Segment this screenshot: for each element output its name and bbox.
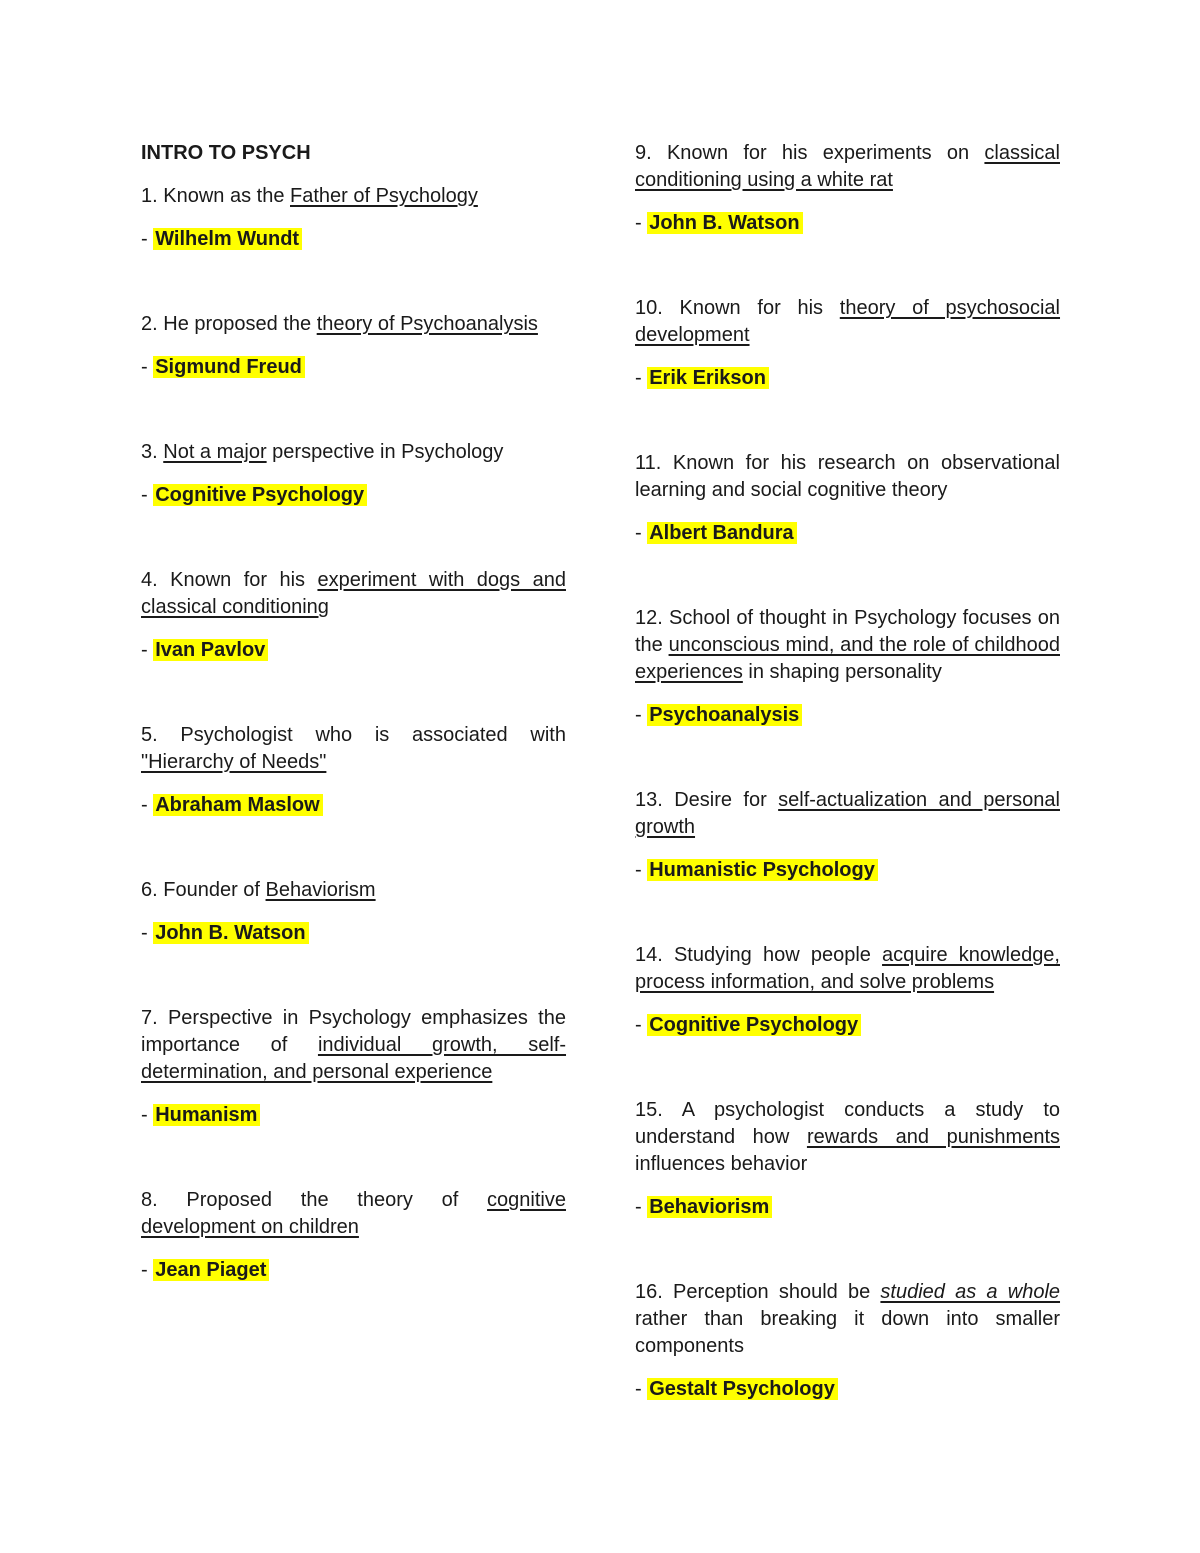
question-number: 6.	[141, 879, 164, 901]
question-number: 15.	[635, 1099, 682, 1121]
question-item	[635, 295, 1060, 392]
answer-dash: -	[141, 922, 154, 944]
question-number: 10.	[635, 297, 680, 319]
answer-line	[141, 920, 566, 947]
answer-dash: -	[635, 1378, 648, 1400]
answer-line	[141, 1257, 566, 1284]
question-prefix: Studying how people	[673, 944, 883, 966]
right-question-list	[635, 140, 1060, 1403]
answer-highlight: Psychoanalysis	[647, 704, 802, 726]
question-prefix: Known as the	[163, 185, 290, 207]
question-key-phrase: Father of Psychology	[290, 185, 478, 207]
answer-dash: -	[635, 1196, 648, 1218]
question-number: 11.	[635, 452, 673, 474]
question-item	[141, 877, 566, 947]
answer-dash: -	[141, 794, 154, 816]
answer-highlight: Gestalt Psychology	[647, 1378, 838, 1400]
question-number: 5.	[141, 724, 181, 746]
answer-highlight: Humanism	[153, 1104, 260, 1126]
question-key-phrase: acquire knowledge, process information, and solve problems	[635, 944, 1060, 993]
answer-line	[635, 857, 1060, 884]
answer-highlight: Humanistic Psychology	[647, 859, 878, 881]
question-key-phrase: theory of psychosocial development	[635, 297, 1061, 346]
question-text	[635, 1097, 1060, 1178]
question-key-phrase: individual growth, self-determination, and personal experience	[141, 1034, 567, 1083]
question-number: 12.	[635, 607, 670, 629]
question-item	[141, 1005, 566, 1129]
question-text	[141, 1005, 566, 1086]
question-number: 2.	[141, 313, 164, 335]
answer-dash: -	[141, 1104, 154, 1126]
question-key-phrase: "Hierarchy of Needs"	[141, 751, 327, 773]
question-key-phrase: studied as a whole	[880, 1281, 1061, 1303]
answer-line	[141, 792, 566, 819]
answer-dash: -	[635, 704, 648, 726]
answer-highlight: Behaviorism	[647, 1196, 772, 1218]
question-number: 8.	[141, 1189, 187, 1211]
question-number: 13.	[635, 789, 675, 811]
question-key-phrase: classical conditioning using a white rat	[635, 142, 1060, 191]
answer-highlight: Albert Bandura	[647, 522, 796, 544]
question-key-phrase: Behaviorism	[265, 879, 376, 901]
question-text	[635, 942, 1060, 996]
answer-dash: -	[635, 522, 648, 544]
question-prefix: School of thought in Psychology focuses on the	[635, 607, 1061, 656]
answer-highlight: Cognitive Psychology	[153, 484, 367, 506]
answer-line	[635, 1194, 1060, 1221]
answer-line	[635, 702, 1060, 729]
question-prefix: A psychologist conducts a study to understand how	[635, 1099, 1060, 1148]
question-text	[141, 567, 566, 621]
question-suffix: perspective in Psychology	[266, 441, 504, 463]
question-item	[635, 140, 1060, 237]
answer-highlight: Ivan Pavlov	[153, 639, 268, 661]
answer-highlight: John B. Watson	[647, 212, 802, 234]
question-number: 1.	[141, 185, 164, 207]
answer-line	[141, 226, 566, 253]
question-text	[635, 1279, 1060, 1360]
question-text	[141, 877, 566, 904]
question-item	[141, 183, 566, 253]
question-item	[141, 311, 566, 381]
question-number: 9.	[635, 142, 667, 164]
question-item	[635, 1279, 1060, 1403]
question-prefix: Psychologist who is associated with	[180, 724, 566, 746]
question-prefix: Proposed the theory of	[186, 1189, 488, 1211]
right-column	[635, 140, 1060, 1461]
answer-line	[635, 1012, 1060, 1039]
answer-line	[141, 637, 566, 664]
question-text	[635, 295, 1060, 349]
answer-line	[141, 1102, 566, 1129]
question-item	[141, 722, 566, 819]
answer-highlight: Jean Piaget	[153, 1259, 269, 1281]
answer-line	[141, 482, 566, 509]
question-item	[141, 439, 566, 509]
question-text	[635, 605, 1060, 686]
answer-dash: -	[141, 484, 154, 506]
answer-line	[635, 520, 1060, 547]
question-text	[141, 1187, 566, 1241]
question-item	[635, 942, 1060, 1039]
answer-dash: -	[141, 228, 154, 250]
question-prefix: Known for his experiments on	[666, 142, 985, 164]
question-key-phrase: Not a major	[163, 441, 267, 463]
question-key-phrase: self-actualization and personal growth	[635, 789, 1060, 838]
question-number: 14.	[635, 944, 674, 966]
answer-dash: -	[141, 356, 154, 378]
document-title: INTRO TO PSYCH	[141, 142, 311, 164]
question-text	[635, 140, 1060, 194]
question-number: 3.	[141, 441, 164, 463]
answer-line	[635, 1376, 1060, 1403]
question-suffix: rather than breaking it down into smaller components	[635, 1308, 1060, 1357]
question-prefix: Perception should be	[673, 1281, 881, 1303]
question-text	[635, 450, 1060, 504]
answer-dash: -	[635, 859, 648, 881]
question-key-phrase: theory of Psychoanalysis	[316, 313, 538, 335]
answer-highlight: Sigmund Freud	[153, 356, 305, 378]
answer-dash: -	[635, 367, 648, 389]
question-suffix: influences behavior	[635, 1153, 808, 1175]
answer-dash: -	[635, 212, 648, 234]
question-item	[635, 605, 1060, 729]
question-prefix: Perspective in Psychology emphasizes the importance of	[141, 1007, 566, 1056]
answer-line	[635, 365, 1060, 392]
question-item	[635, 450, 1060, 547]
question-item	[141, 1187, 566, 1284]
answer-dash: -	[141, 639, 154, 661]
question-item	[635, 1097, 1060, 1221]
answer-highlight: Erik Erikson	[647, 367, 769, 389]
question-number: 4.	[141, 569, 171, 591]
answer-highlight: Wilhelm Wundt	[153, 228, 302, 250]
answer-highlight: John B. Watson	[153, 922, 308, 944]
question-key-phrase: cognitive development on children	[141, 1189, 566, 1238]
question-text	[141, 722, 566, 776]
answer-dash: -	[635, 1014, 648, 1036]
question-suffix: in shaping personality	[742, 661, 942, 683]
answer-highlight: Cognitive Psychology	[647, 1014, 861, 1036]
answer-dash: -	[141, 1259, 154, 1281]
question-prefix: Founder of	[163, 879, 266, 901]
question-number: 7.	[141, 1007, 168, 1029]
left-column	[141, 140, 566, 1342]
question-item	[141, 567, 566, 664]
question-prefix: He proposed the	[163, 313, 317, 335]
question-text	[141, 183, 566, 210]
question-number: 16.	[635, 1281, 674, 1303]
question-item	[635, 787, 1060, 884]
question-prefix: Desire for	[674, 789, 779, 811]
question-key-phrase: experiment with dogs and classical conditioning	[141, 569, 566, 618]
answer-line	[141, 354, 566, 381]
question-text	[141, 439, 566, 466]
question-emphasis	[880, 1281, 1060, 1303]
left-question-list	[141, 183, 566, 1284]
question-prefix: Known for his	[679, 297, 840, 319]
question-text	[635, 787, 1060, 841]
question-prefix: Known for his research on observational learning and social cognitive theory	[635, 452, 1060, 501]
question-text	[141, 311, 566, 338]
question-key-phrase: unconscious mind, and the role of childhood experiences	[635, 634, 1060, 683]
answer-highlight: Abraham Maslow	[153, 794, 322, 816]
question-prefix: Known for his	[170, 569, 318, 591]
answer-line	[635, 210, 1060, 237]
question-key-phrase: rewards and punishments	[806, 1126, 1060, 1148]
